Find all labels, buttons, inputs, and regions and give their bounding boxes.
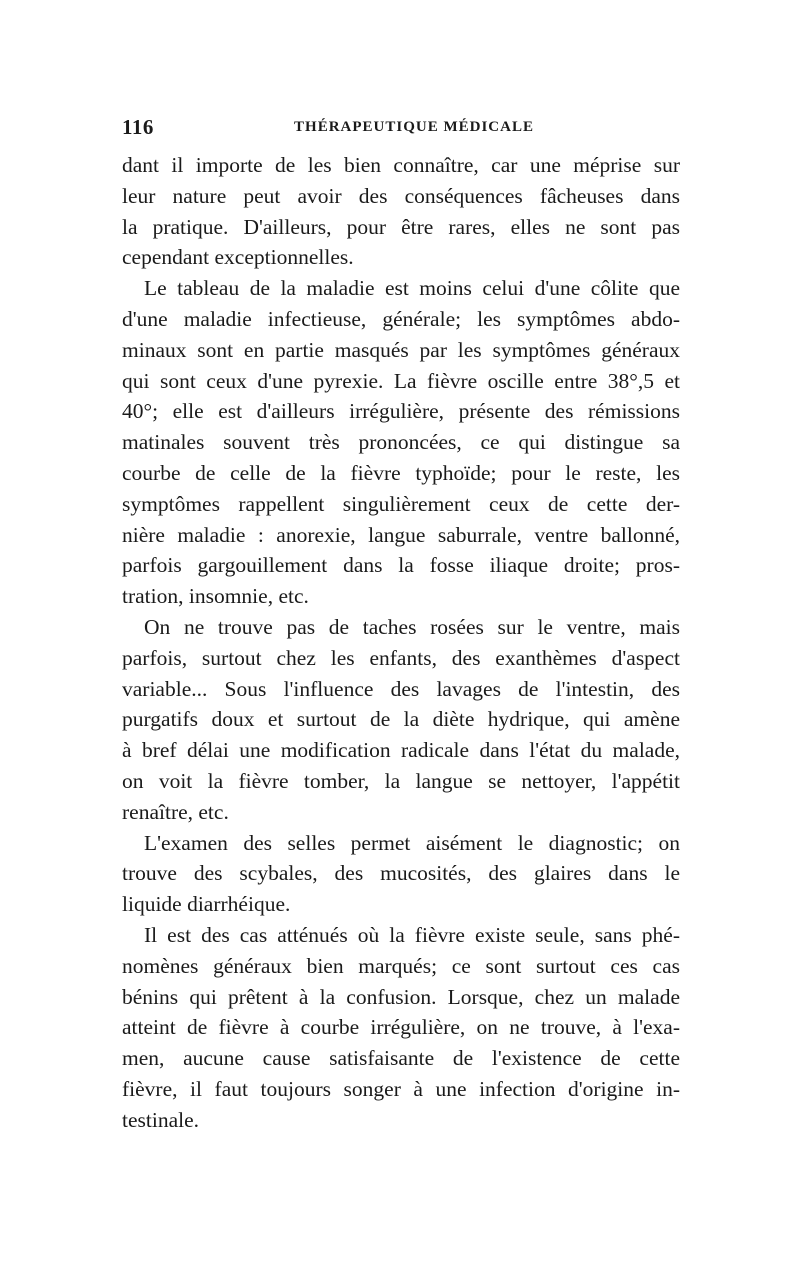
- text-line: qui sont ceux d'une pyrexie. La fièvre oscille entre 38°,5 et: [122, 368, 680, 393]
- text-line: L'examen des selles permet aisément le diagnostic; on: [144, 830, 680, 855]
- text-line: tration, insomnie, etc.: [122, 584, 309, 609]
- text-line: bénins qui prêtent à la confusion. Lorsque, chez un malade: [122, 984, 680, 1009]
- text-line: courbe de celle de la fièvre typhoïde; pour le reste, les: [122, 460, 680, 485]
- text-line: parfois gargouillement dans la fosse iliaque droite; pros-: [122, 553, 680, 578]
- text-line: men, aucune cause satisfaisante de l'existence de cette: [122, 1046, 680, 1071]
- text-line: 40°; elle est d'ailleurs irrégulière, présente des rémissions: [122, 399, 680, 424]
- paragraph-2: [122, 273, 680, 612]
- text-line: Le tableau de la maladie est moins celui d'une côlite que: [144, 276, 680, 301]
- text-line: variable... Sous l'influence des lavages de l'intestin, des: [122, 676, 680, 701]
- page-number: 116: [122, 115, 154, 139]
- paragraph-4: [122, 828, 680, 920]
- text-line: à bref délai une modification radicale dans l'état du malade,: [122, 738, 680, 763]
- text-line: minaux sont en partie masqués par les symptômes généraux: [122, 337, 680, 362]
- text-line: purgatifs doux et surtout de la diète hydrique, qui amène: [122, 707, 680, 732]
- body-text: [122, 150, 680, 1136]
- text-line: nière maladie : anorexie, langue saburrale, ventre ballonné,: [122, 522, 680, 547]
- text-line: On ne trouve pas de taches rosées sur le ventre, mais: [144, 614, 680, 639]
- text-line: matinales souvent très prononcées, ce qui distingue sa: [122, 430, 680, 455]
- text-line: atteint de fièvre à courbe irrégulière, on ne trouve, à l'exa-: [122, 1015, 680, 1040]
- text-line: nomènes généraux bien marqués; ce sont surtout ces cas: [122, 953, 680, 978]
- paragraph-5: [122, 920, 680, 1136]
- text-line: dant il importe de les bien connaître, car une méprise sur: [122, 153, 680, 177]
- text-line: on voit la fièvre tomber, la langue se nettoyer, l'appétit: [122, 768, 680, 793]
- text-line: d'une maladie infectieuse, générale; les symptômes abdo-: [122, 306, 680, 331]
- text-line: renaître, etc.: [122, 799, 229, 824]
- text-line: Il est des cas atténués où la fièvre existe seule, sans phé-: [144, 922, 680, 947]
- running-title: THÉRAPEUTIQUE MÉDICALE: [294, 119, 534, 135]
- text-line: fièvre, il faut toujours songer à une infection d'origine in-: [122, 1076, 680, 1101]
- text-line: leur nature peut avoir des conséquences fâcheuses dans: [122, 183, 680, 208]
- text-line: symptômes rappellent singulièrement ceux de cette der-: [122, 491, 680, 516]
- text-line: trouve des scybales, des mucosités, des glaires dans le: [122, 861, 680, 886]
- text-line: parfois, surtout chez les enfants, des exanthèmes d'aspect: [122, 645, 680, 670]
- text-line: liquide diarrhéique.: [122, 892, 291, 917]
- paragraph-1: [122, 150, 680, 273]
- text-line: la pratique. D'ailleurs, pour être rares, elles ne sont pas: [122, 214, 680, 239]
- paragraph-3: [122, 612, 680, 828]
- text-line: cependant exceptionnelles.: [122, 245, 354, 270]
- running-head: [122, 115, 680, 141]
- text-line: testinale.: [122, 1107, 200, 1132]
